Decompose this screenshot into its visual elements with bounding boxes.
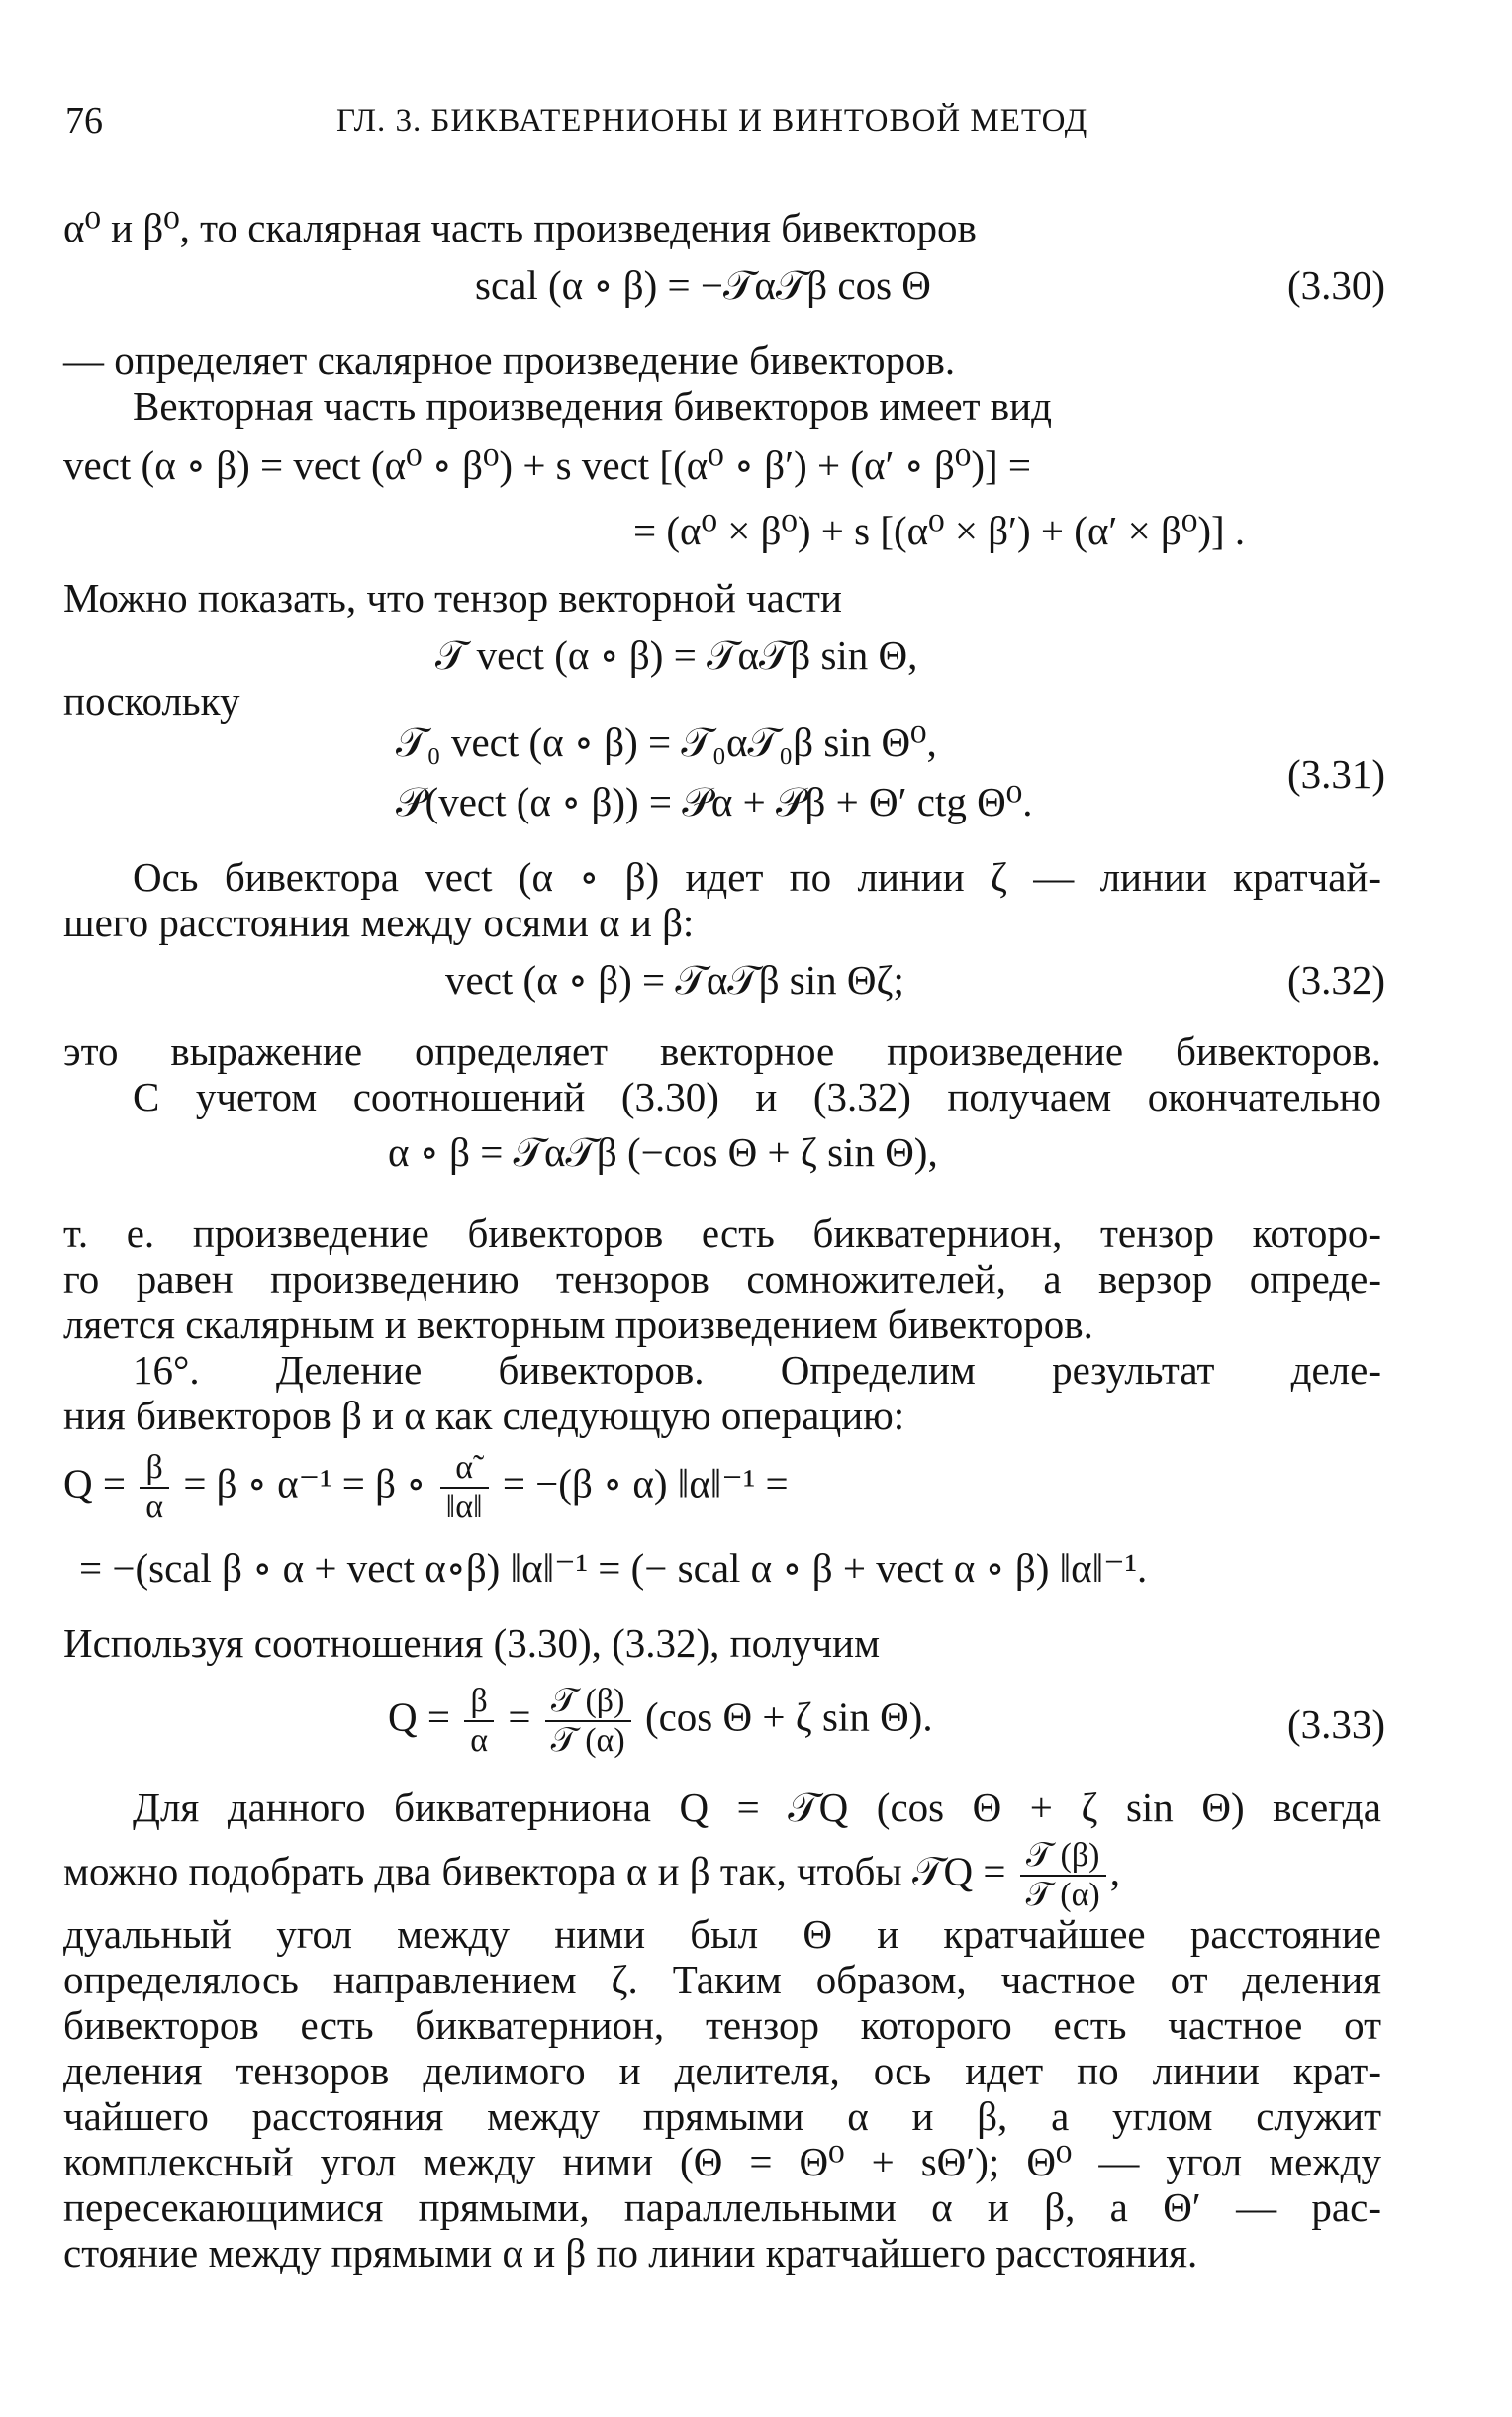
text-line: деления тензоров делимого и делителя, ось идет по линии крат- xyxy=(63,2048,1381,2093)
text-line: бивекторов есть бикватернион, тензор которого есть частное от xyxy=(63,2002,1381,2048)
page-number: 76 xyxy=(65,100,103,142)
equation-3-33: Q = $\frac{\beta}{\alpha}$ = $\frac{\text{𝒯 (β)}}{\text{𝒯 (α)}}$ (cos Θ + ζ sin Θ). xyxy=(388,1683,933,1759)
equation-3-32: vect (α ∘ β) = 𝒯α𝒯β sin Θζ; xyxy=(445,957,904,1003)
text-line: α⁰ и β⁰, то скалярная часть произведения бивекторов xyxy=(63,205,977,250)
equation-quotient-2: = −(scal β ∘ α + vect α∘β) ‖α‖⁻¹ = (− scal α ∘ β + vect α ∘ β) ‖α‖⁻¹. xyxy=(79,1545,1148,1591)
text-line: С учетом соотношений (3.30) и (3.32) получаем окончательно xyxy=(133,1074,1381,1119)
section-heading-line: 16°. Деление бивекторов. Определим результат деле- xyxy=(133,1347,1381,1393)
fraction: $\frac{\alphã}{‖\alpha‖}$ xyxy=(440,1449,489,1526)
equation-number: (3.30) xyxy=(1286,262,1385,308)
text-line: пересекающимися прямыми, параллельными α и β, а Θ′ — рас- xyxy=(63,2184,1381,2230)
text-line: определялось направлением ζ. Таким образом, частное от деления xyxy=(63,1957,1381,2002)
text-line: Ось бивектора vect (α ∘ β) идет по линии ζ — линии кратчай- xyxy=(133,854,1381,900)
equation-tensor-2: 𝒯₀ vect (α ∘ β) = 𝒯₀α𝒯₀β sin Θ⁰, xyxy=(396,720,937,765)
text-line: поскольку xyxy=(63,678,240,724)
fraction: $\frac{\beta}{\alpha}$ xyxy=(464,1683,494,1760)
equation-quotient-1: Q = $\frac{\beta}{\alpha}$ = β ∘ α⁻¹ = β ∘ $\frac{\alphã}{‖\alpha‖}$ = −(β ∘ α) ‖α‖⁻¹ = xyxy=(63,1449,789,1525)
text-line: шего расстояния между осями α и β: xyxy=(63,900,695,945)
text-line: Для данного бикватерниона Q = 𝒯Q (cos Θ + ζ sin Θ) всегда xyxy=(133,1785,1381,1830)
text-line: ляется скалярным и векторным произведением бивекторов. xyxy=(63,1302,1093,1347)
text-line: чайшего расстояния между прямыми α и β, а углом служит xyxy=(63,2093,1381,2139)
equation-product: α ∘ β = 𝒯α𝒯β (−cos Θ + ζ sin Θ), xyxy=(388,1129,938,1175)
fraction: $\frac{\text{𝒯 (β)}}{\text{𝒯 (α)}}$ xyxy=(1020,1837,1106,1914)
equation-number: (3.33) xyxy=(1286,1701,1385,1747)
text-line: дуальный угол между ними был Θ и кратчайшее расстояние xyxy=(63,1911,1381,1957)
text-line: это выражение определяет векторное произведение бивекторов. xyxy=(63,1028,1381,1074)
equation-vect-2: = (α⁰ × β⁰) + s [(α⁰ × β′) + (α′ × β⁰)] . xyxy=(633,508,1246,553)
text-line: — определяет скалярное произведение бивекторов. xyxy=(63,338,956,383)
equation-number: (3.31) xyxy=(1286,751,1385,797)
text-line: го равен произведению тензоров сомножителей, а верзор опреде- xyxy=(63,1256,1381,1302)
text-line: Векторная часть произведения бивекторов имеет вид xyxy=(133,383,1052,429)
text-line: стояние между прямыми α и β по линии кратчайшего расстояния. xyxy=(63,2230,1198,2275)
equation-3-30: scal (α ∘ β) = −𝒯α𝒯β cos Θ xyxy=(475,262,931,308)
text-line: т. е. произведение бивекторов есть бикватернион, тензор которо- xyxy=(63,1210,1381,1256)
equation-number: (3.32) xyxy=(1286,957,1385,1003)
text-line: Используя соотношения (3.30), (3.32), получим xyxy=(63,1620,881,1666)
equation-tensor-3: 𝒫(vect (α ∘ β)) = 𝒫α + 𝒫β + Θ′ ctg Θ⁰. xyxy=(396,779,1033,824)
fraction: $\frac{\beta}{\alpha}$ xyxy=(140,1449,169,1526)
running-title: ГЛ. 3. БИКВАТЕРНИОНЫ И ВИНТОВОЙ МЕТОД xyxy=(336,103,1088,139)
equation-tensor-1: 𝒯 vect (α ∘ β) = 𝒯α𝒯β sin Θ, xyxy=(435,632,918,678)
equation-vect-1: vect (α ∘ β) = vect (α⁰ ∘ β⁰) + s vect [(α⁰ ∘ β′) + (α′ ∘ β⁰)] = xyxy=(63,442,1032,488)
fraction: $\frac{\text{𝒯 (β)}}{\text{𝒯 (α)}}$ xyxy=(545,1683,631,1760)
text-line: ния бивекторов β и α как следующую операцию: xyxy=(63,1393,905,1438)
text-line: комплексный угол между ними (Θ = Θ⁰ + sΘ′); Θ⁰ — угол между xyxy=(63,2139,1381,2184)
text-line: можно подобрать два бивектора α и β так, чтобы 𝒯Q = $\frac{\text{𝒯 (β)}}{\text{𝒯 (α)}}$ , xyxy=(63,1837,1121,1913)
text-line: Можно показать, что тензор векторной части xyxy=(63,575,842,621)
